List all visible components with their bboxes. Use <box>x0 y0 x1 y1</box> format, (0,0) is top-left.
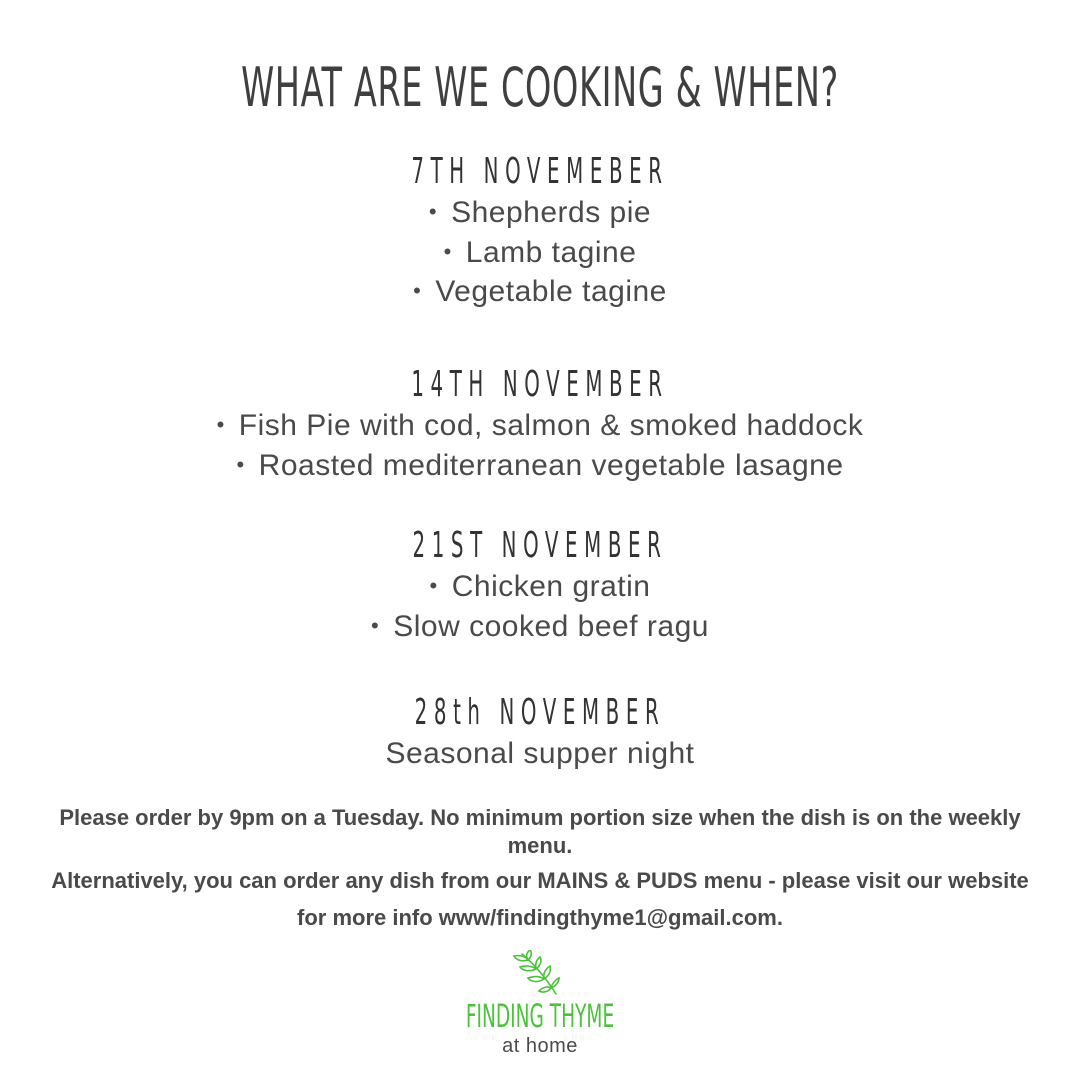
order-notes <box>40 804 1040 936</box>
bullet-icon: • <box>428 199 438 224</box>
order-deadline-note: Please order by 9pm on a Tuesday. No minimum portion size when the dish is on the weekly menu. <box>59 805 1021 858</box>
alternative-order-note: Alternatively, you can order any dish from our MAINS & PUDS menu - please visit our website for more info www/findingthyme1@gmail.com. <box>51 868 1029 930</box>
supper-night-text: Seasonal supper night <box>385 737 695 770</box>
page-title: WHAT ARE WE COOKING & WHEN? <box>241 56 839 119</box>
bullet-icon: • <box>443 238 452 264</box>
dish-item: • Lamb tagine <box>443 235 637 269</box>
week-section-7th <box>0 150 1080 313</box>
dish-item: • Fish Pie with cod, salmon & smoked haddock <box>216 409 864 442</box>
dish-item: • Vegetable tagine <box>413 275 667 308</box>
dish-item: • Roasted mediterranean vegetable lasagne <box>236 448 844 482</box>
week-section-28th <box>0 691 1080 773</box>
brand-name: FINDING THYME <box>465 997 615 1035</box>
week-date: 7TH NOVEMEBER <box>411 151 669 192</box>
bullet-icon: • <box>216 412 225 437</box>
dish-item: • Chicken gratin <box>429 570 651 603</box>
dish-item: • Shepherds pie <box>428 196 652 229</box>
brand-logo <box>0 950 1080 1058</box>
bullet-icon: • <box>236 451 245 477</box>
week-section-14th <box>0 363 1080 486</box>
thyme-sprig-icon <box>510 950 570 998</box>
week-date: 21ST NOVEMBER <box>412 525 668 566</box>
week-section-21st <box>0 524 1080 647</box>
bullet-icon: • <box>413 278 422 303</box>
week-date: 14TH NOVEMBER <box>411 364 669 405</box>
bullet-icon: • <box>371 612 380 638</box>
bullet-icon: • <box>429 573 438 598</box>
week-date: 28th NOVEMBER <box>414 692 666 733</box>
brand-tagline: at home <box>502 1035 578 1057</box>
dish-item: • Slow cooked beef ragu <box>371 609 709 643</box>
